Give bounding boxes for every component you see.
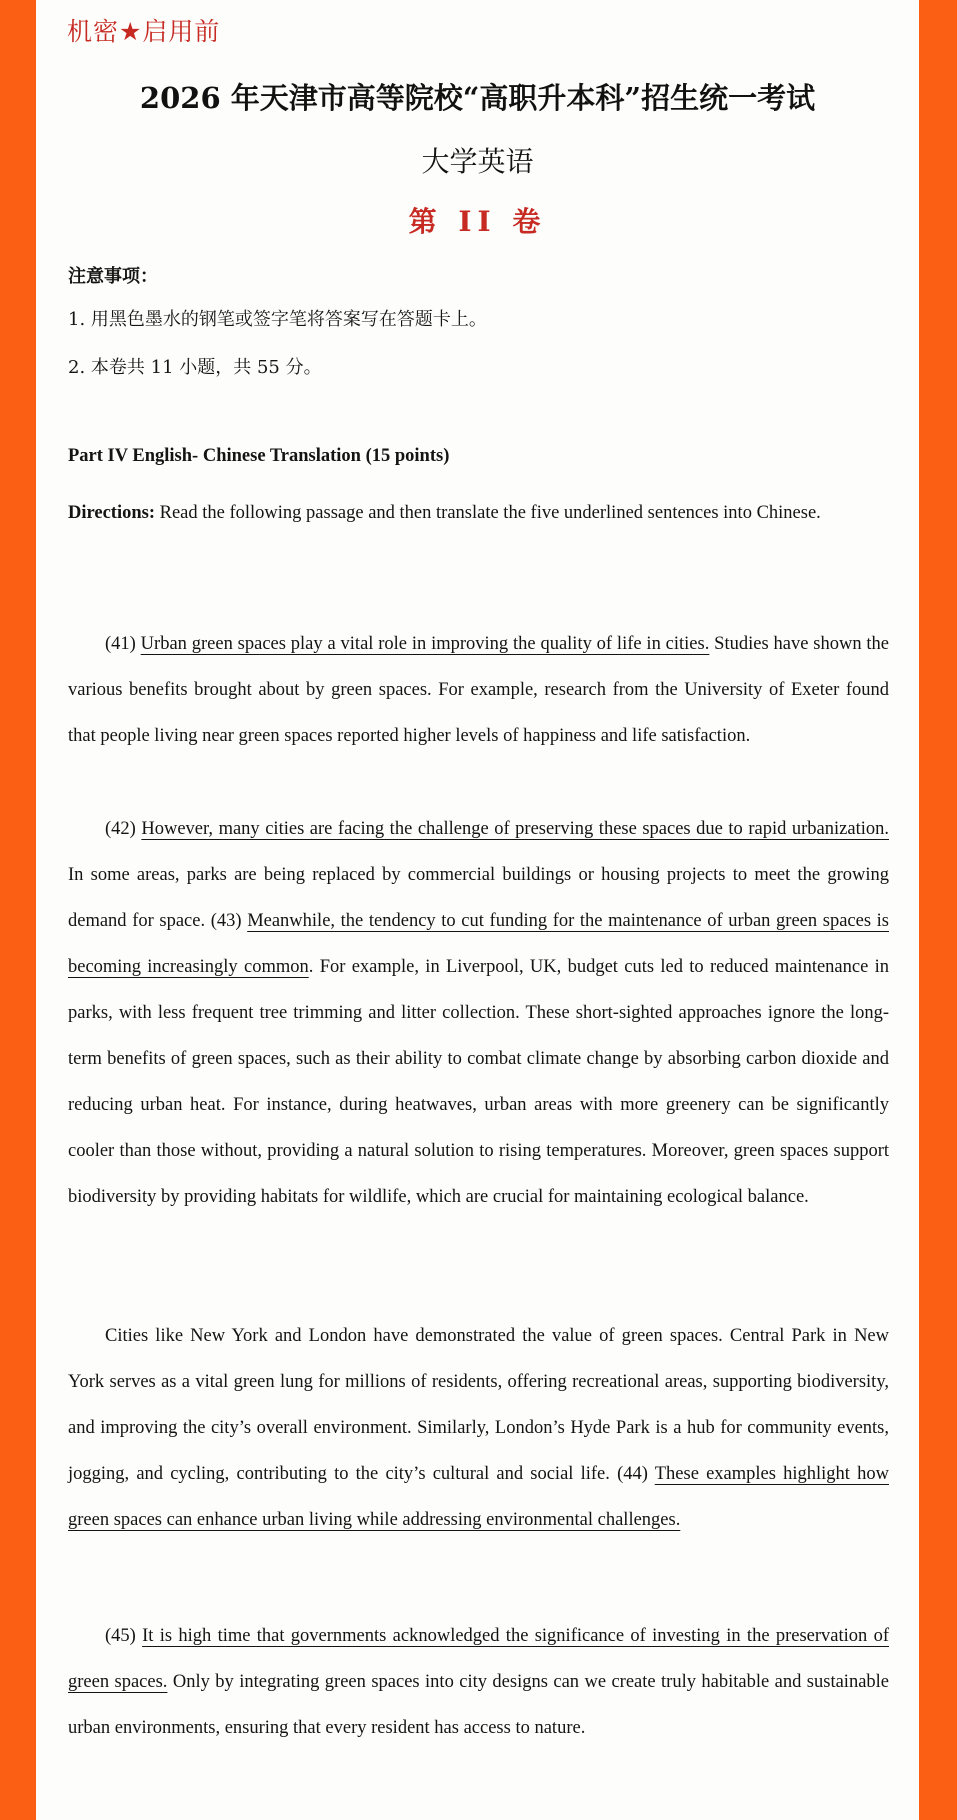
sentence-number-41: (41) <box>105 634 141 654</box>
sentence-number-42: (42) <box>105 819 142 839</box>
volume-title: 第 II 卷 <box>408 205 547 238</box>
underlined-sentence-41: Urban green spaces play a vital role in improving the quality of life in cities. <box>140 634 710 654</box>
subject-title: 大学英语 <box>421 145 534 178</box>
sentence-number-44: (44) <box>617 1464 655 1484</box>
sentence-number-43: (43) <box>210 911 248 931</box>
confidential-label: 机密★启用前 <box>67 17 221 46</box>
notice-item-1: 1. 用黑色墨水的钢笔或签字笔将答案写在答题卡上。 <box>68 309 487 330</box>
directions-text: Read the following passage and then translate the five underlined sentences into Chinese. <box>155 503 821 523</box>
paragraph-text: . For example, in Liverpool, UK, budget cuts led to reduced maintenance in parks, with less frequent tree trimming and litter collection. These short-sighted approaches ignore the long-term benefits of green spaces, such as their ability to combat climate change by absorbing carbon dioxide and reducing urban heat. For instance, during heatwaves, urban areas with more greenery can be significantly cooler than those without, providing a natural solution to rising temperatures. Moreover, green spaces support biodiversity by providing habitats for wildlife, which are crucial for maintaining ecological balance. <box>68 957 890 1207</box>
paragraph-text: Only by integrating green spaces into city designs can we create truly habitable and sustainable urban environments, ensuring that every resident has access to nature. <box>68 1672 890 1738</box>
exam-paper-page <box>36 0 919 1820</box>
paragraph-text: In some areas, parks are being replaced by commercial buildings or housing projects to meet the growing demand for space. <box>68 865 889 931</box>
passage-paragraph-1 <box>68 621 889 759</box>
directions-label: Directions: <box>68 503 155 523</box>
paragraph-text: Studies have shown the various benefits brought about by green spaces. For example, research from the University of Exeter found that people living near green spaces reported higher levels of happiness and life satisfaction. <box>68 634 890 746</box>
underlined-sentence-45: It is high time that governments acknowledged the significance of investing in the preservation of green spaces. <box>68 1626 889 1692</box>
underlined-sentence-43: Meanwhile, the tendency to cut funding for the maintenance of urban green spaces is becoming increasingly common <box>68 911 889 977</box>
exam-title: 2026 年天津市高等院校“高职升本科”招生统一考试 <box>139 81 816 115</box>
passage-paragraph-2 <box>68 806 889 1220</box>
part-heading: Part IV English- Chinese Translation (15 points) <box>68 446 450 466</box>
passage-paragraph-3 <box>68 1313 889 1543</box>
paragraph-text: Cities like New York and London have demonstrated the value of green spaces. Central Park in New York serves as a vital green lung for millions of residents, offering recreational areas, supporting biodiversity, and improving the city’s overall environment. Similarly, London’s Hyde Park is a hub for community events, jogging, and cycling, contributing to the city’s cultural and social life. <box>68 1326 889 1484</box>
directions <box>68 490 889 536</box>
sentence-number-45: (45) <box>105 1626 143 1646</box>
notice-heading: 注意事项： <box>68 266 158 287</box>
passage-paragraph-4 <box>68 1613 889 1751</box>
underlined-sentence-42: However, many cities are facing the challenge of preserving these spaces due to rapid urbanization. <box>141 819 889 839</box>
notice-item-2: 2. 本卷共 11 小题，共 55 分。 <box>68 357 322 378</box>
underlined-sentence-44: These examples highlight how green spaces can enhance urban living while addressing environmental challenges. <box>68 1464 889 1530</box>
